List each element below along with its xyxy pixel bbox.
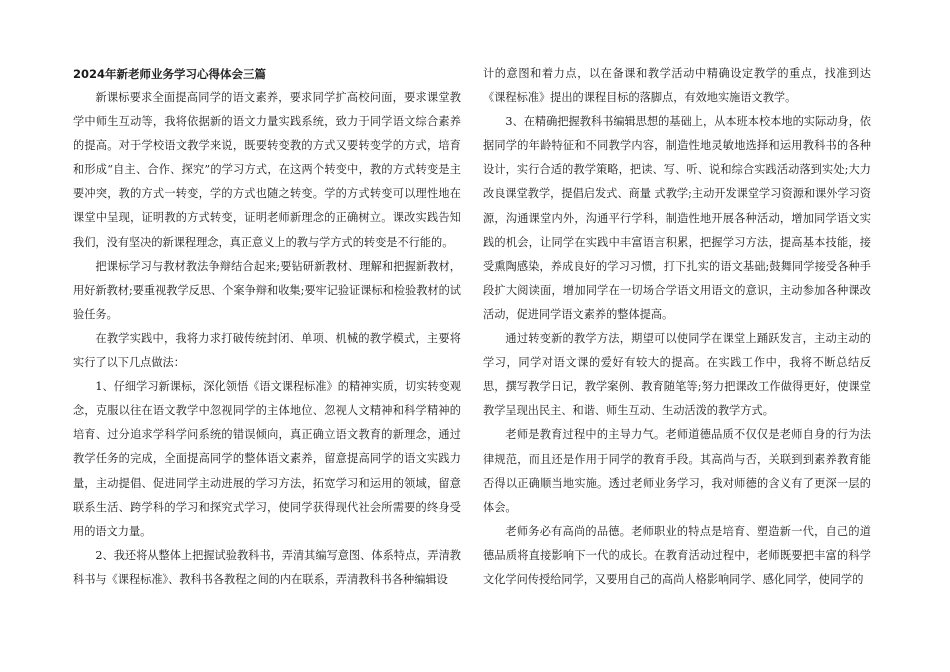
paragraph: 在教学实践中，我将力求打破传统封闭、单项、机械的教学模式，主要将实行了以下几点做法：: [73, 331, 461, 370]
paragraph: 老师是教育过程中的主导力气。老师道德品质不仅仅是老师自身的行为法律规范，而且还是作用于同学的教育手段。其高尚与否，关联到到素养教育能否得以正确顺当地实施。透过老师业务学习，我对师德的含义有了更深一层的体会。: [483, 428, 871, 514]
paragraph: 1、仔细学习新课标，深化领悟《语文课程标准》的精神实质，切实转变观念，克服以往在语文教学中忽视同学的主体地位、忽视人文精神和科学精神的培育、过分追求学科学问系统的错误倾向，真正确立语文教育的新理念，通过教学任务的完成，全面提高同学的整体语文素养，留意提高同学的语文实践力量，主动提倡、促进同学主动进展的学习方法，拓宽学习和运用的领域，留意联系生活、跨学科的学习和探究式学习，使同学获得现代社会所需要的终身受用的语文力量。: [73, 380, 461, 538]
paragraph: 2、我还将从整体上把握试验教科书，弄清其编写意图、体系特点，弄清教科书与《课程标准》、教科书各教程之间的内在联系，弄清教科书各种编辑设: [73, 548, 461, 586]
paragraph: 老师务必有高尚的品德。老师职业的特点是培育、塑造新一代，自己的道德品质将直接影响下一代的成长。在教育活动过程中，老师既要把丰富的科学文化学问传授给同学，又要用自己的高尚人格影响同学、感化同学，使同学的: [483, 524, 871, 586]
paragraph: 新课标要求全面提高同学的语文素养，要求同学扩高校问面，要求课堂教学中师生互动等，我将依据新的语文力量实践系统，致力于同学语文综合素养的提高。对于学校语文教学来说，既要转变教的方式又要转变学的方式，培育和形成“自主、合作、探究”的学习方式，在这两个转变中，教的方式转变是主要冲突，教的方式一转变，学的方式也随之转变。学的方式转变可以理性地在课堂中呈现，证明教的方式转变，证明老师新理念的正确树立。课改实践告知我们，没有坚决的新课程理念，真正意义上的教与学方式的转变是不行能的。: [73, 91, 461, 249]
document-title: 2024年新老师业务学习心得体会三篇: [73, 67, 267, 81]
paragraph: 3、在精确把握教科书编辑思想的基础上，从本班本校本地的实际动身，依据同学的年龄特征和不同教学内容，制造性地灵敏地选择和运用教科书的各种设计，实行合适的教学策略，把读、写、听、说和综合实践活动落到实处;大力改良课堂教学，提倡启发式、商量 式教学;主动开发课堂学习资源和课外学习资源，沟通课堂内外，沟通平行学科，制造性地开展各种活动，增加同学语文实践的机会，让同学在实践中丰富语言积累，把握学习方法，提高基本技能，接受熏陶感染，养成良好的学习习惯，打下扎实的语文基础;鼓舞同学接受各种手段扩大阅读面，增加同学在一切场合学语文用语文的意识，主动参加各种课改活动，促进同学语文素养的整体提高。: [483, 115, 871, 321]
left-column: [73, 62, 461, 592]
paragraph-continuation: 计的意图和着力点，以在备课和教学活动中精确设定教学的重点，找准到达《课程标准》提出的课程目标的落脚点，有效地实施语文教学。: [483, 67, 871, 105]
paragraph: 把课标学习与教材教法争辩结合起来;要钻研新教材、理解和把握新教材，用好新教材;要重视教学反思、个案争辩和收集;要牢记验证课标和检验教材的试验任务。: [73, 259, 461, 321]
paragraph: 通过转变新的教学方法，期望可以使同学在课堂上踊跃发言，主动主动的学习，同学对语文课的爱好有较大的提高。在实践工作中，我将不断总结反思，撰写教学日记，教学案例、教育随笔等;努力把课改工作做得更好，使课堂教学呈现出民主、和谐、师生互动、生动活泼的教学方式。: [483, 332, 871, 418]
right-column: [483, 62, 871, 592]
